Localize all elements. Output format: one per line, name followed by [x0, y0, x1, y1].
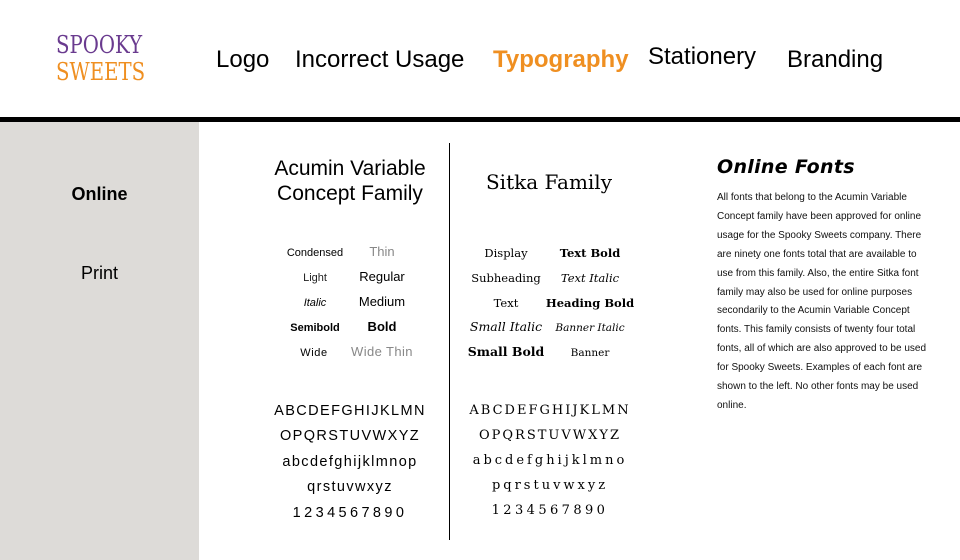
acumin-alphabet-upper-1: ABCDEFGHIJKLMN	[274, 403, 426, 419]
sidebar-item-print[interactable]: Print	[80, 263, 118, 283]
sitka-style-small-bold: Small Bold	[467, 344, 545, 359]
nav-typography[interactable]: Typography	[493, 46, 629, 73]
online-fonts-description: All fonts that belong to the Acumin Variable Concept family have been approved for online usage for the Spooky Sweets company. There are ninety one fonts total that are available to use from this family. Also, the entire Sitka font family may also be used for online purposes secondarily to the Acumin Variable Concept fonts. This family consists of twenty four total fonts, all of which are also approved to be used for Spooky Sweets. Examples of each font are shown to the left. No other fonts may be used online.	[717, 192, 927, 411]
acumin-style-condensed: Condensed	[286, 247, 344, 259]
acumin-style-wide-thin: Wide Thin	[351, 344, 413, 359]
nav-stationery[interactable]: Stationery	[648, 43, 757, 70]
sitka-style-small-italic: Small Italic	[469, 319, 543, 334]
nav-logo[interactable]: Logo	[216, 46, 270, 73]
sitka-alphabet-lower-1: abcdefghijklmno	[472, 453, 628, 468]
sitka-style-text-italic: Text Italic	[560, 271, 620, 285]
sitka-family-title: Sitka Family	[485, 170, 613, 194]
acumin-style-light: Light	[303, 272, 327, 284]
logo-line-sweets: SWEETS	[56, 58, 146, 86]
acumin-alphabet-lower-1: abcdefghijklmnop	[282, 454, 418, 470]
sitka-alphabet-lower-2: pqrstuvwxyz	[491, 478, 609, 493]
sitka-style-display: Display	[484, 246, 528, 260]
acumin-digits: 1234567890	[292, 505, 408, 521]
acumin-alphabet-lower-2: qrstuvwxyz	[307, 479, 393, 495]
logo-line-spooky: SPOOKY	[56, 31, 143, 59]
acumin-style-regular: Regular	[359, 269, 405, 284]
sitka-style-banner-italic: Banner Italic	[555, 322, 625, 334]
nav-branding[interactable]: Branding	[787, 46, 884, 73]
sidebar-item-online[interactable]: Online	[71, 184, 128, 204]
sitka-style-subheading: Subheading	[471, 271, 541, 285]
acumin-style-wide: Wide	[300, 347, 328, 359]
sitka-style-text-bold: Text Bold	[559, 246, 621, 260]
acumin-style-bold: Bold	[367, 319, 397, 334]
acumin-family-title: Acumin Variable Concept Family	[274, 157, 426, 205]
acumin-style-thin: Thin	[369, 244, 395, 259]
sidebar	[0, 122, 199, 560]
sitka-digits: 1234567890	[491, 503, 609, 518]
acumin-style-semibold: Semibold	[290, 322, 340, 334]
acumin-style-italic: Italic	[303, 297, 327, 309]
sitka-style-heading-bold: Heading Bold	[545, 296, 635, 310]
sitka-style-banner: Banner	[570, 347, 610, 359]
sitka-alphabet-upper-1: ABCDEFGHIJKLMN	[469, 403, 631, 418]
online-fonts-heading: Online Fonts	[717, 156, 855, 178]
nav-incorrect-usage[interactable]: Incorrect Usage	[295, 46, 465, 73]
acumin-style-medium: Medium	[358, 294, 406, 309]
sitka-alphabet-upper-2: OPQRSTUVWXYZ	[478, 428, 621, 443]
sitka-style-text: Text	[493, 296, 519, 310]
acumin-alphabet-upper-2: OPQRSTUVWXYZ	[279, 428, 421, 444]
spooky-sweets-logo[interactable]	[56, 32, 146, 90]
